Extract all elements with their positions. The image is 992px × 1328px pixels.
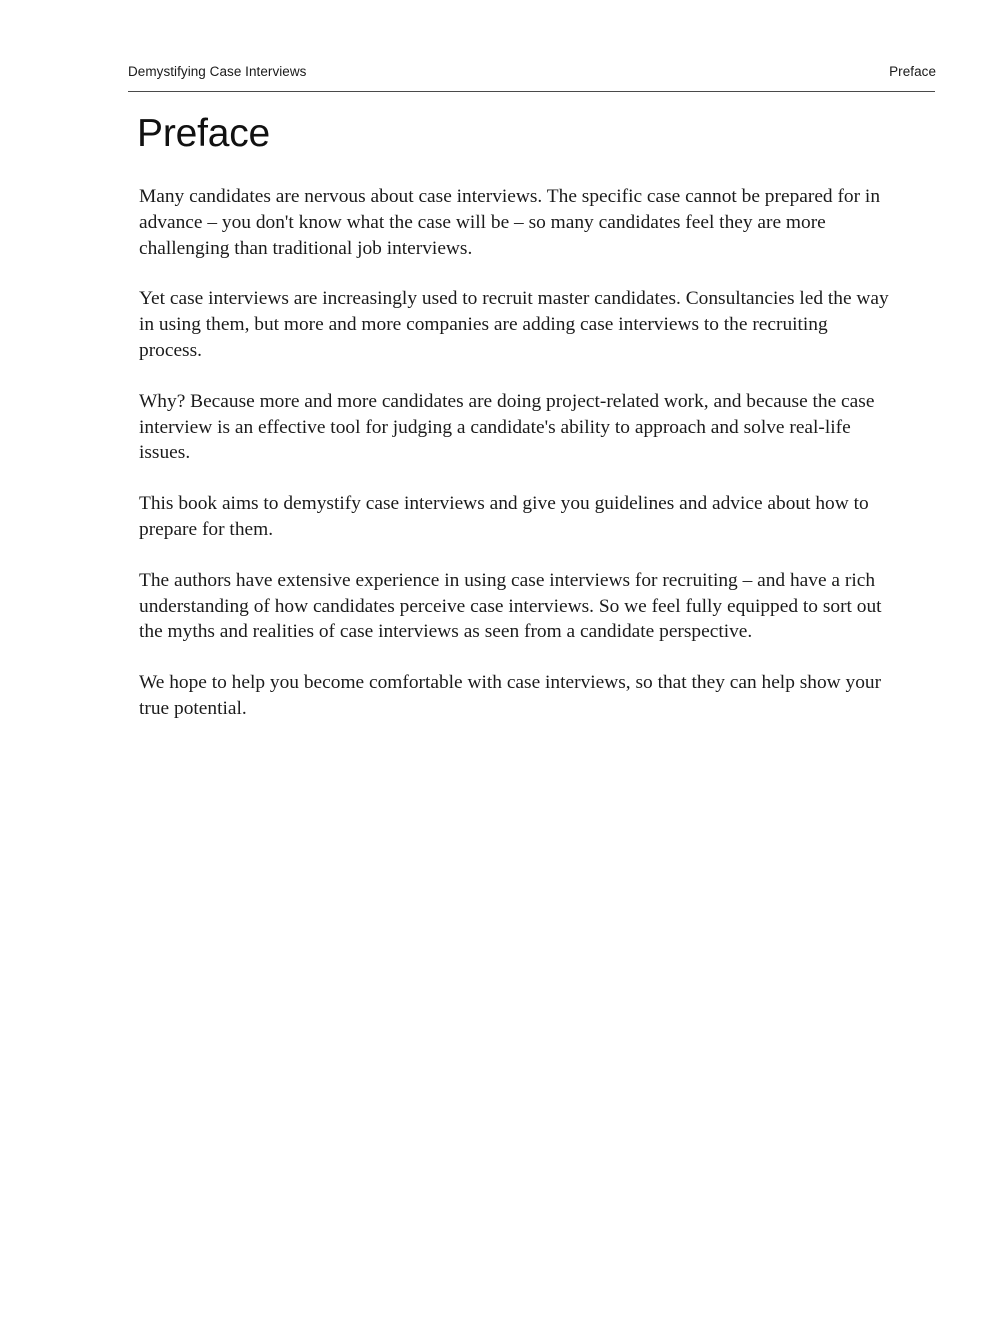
paragraph: The authors have extensive experience in using case interviews for recruiting – and have a rich understanding of how candidates perceive case interviews. So we feel fully equipped to sort out the myths and realities of case interviews as seen from a candidate perspective. <box>139 569 882 643</box>
header-book-title: Demystifying Case Interviews <box>128 64 307 79</box>
page-title: Preface <box>137 112 271 155</box>
body-text <box>139 184 893 722</box>
header-divider-rule <box>128 91 935 92</box>
running-header <box>128 64 936 79</box>
paragraph: Yet case interviews are increasingly used to recruit master candidates. Consultancies led the way in using them, but more and more companies are adding case interviews to the recruiting process. <box>139 288 889 361</box>
paragraph: Many candidates are nervous about case interviews. The specific case cannot be prepared for in advance – you don't know what the case will be – so many candidates feel they are more challenging than traditional job interviews. <box>139 186 881 259</box>
header-section-label: Preface <box>889 64 936 79</box>
paragraph: This book aims to demystify case interviews and give you guidelines and advice about how to prepare for them. <box>139 493 869 540</box>
paragraph: Why? Because more and more candidates are doing project-related work, and because the case interview is an effective tool for judging a candidate's ability to approach and solve real-life issues. <box>139 390 875 464</box>
paragraph: We hope to help you become comfortable with case interviews, so that they can help show your true potential. <box>139 672 882 719</box>
